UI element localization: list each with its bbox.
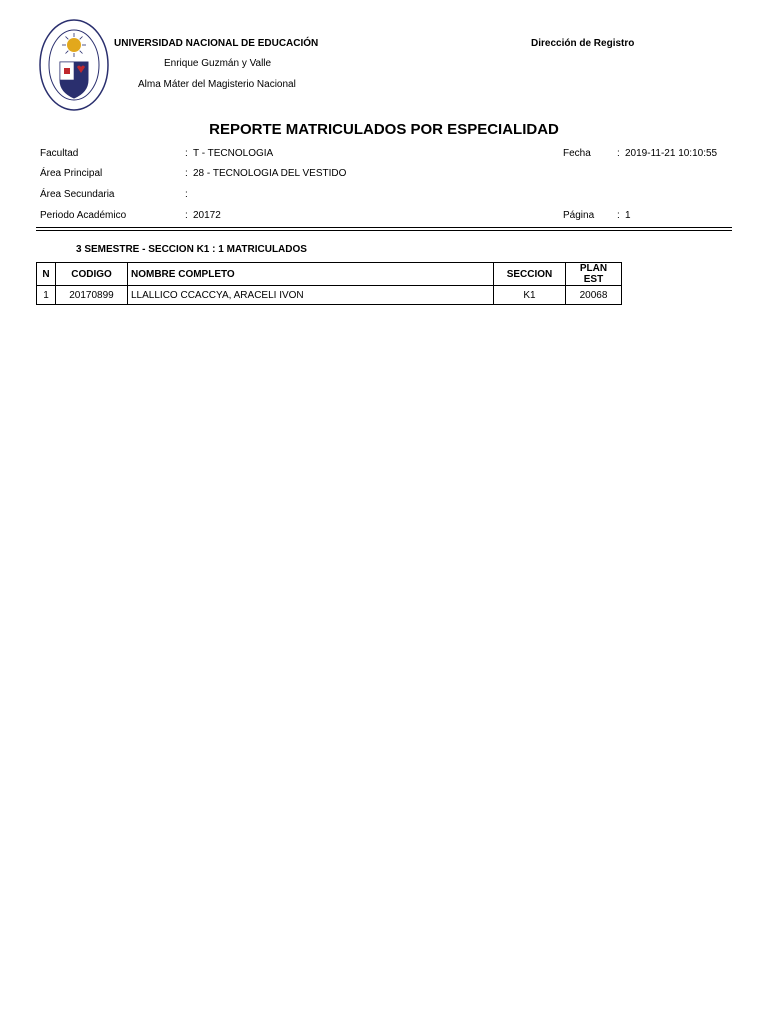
divider-bottom xyxy=(36,230,732,231)
pagina-colon: : xyxy=(617,210,620,221)
area-principal-colon: : xyxy=(185,168,188,179)
area-principal-value: 28 - TECNOLOGIA DEL VESTIDO xyxy=(193,168,347,179)
column-header-nombre: NOMBRE COMPLETO xyxy=(128,263,494,286)
facultad-colon: : xyxy=(185,148,188,159)
report-title: REPORTE MATRICULADOS POR ESPECIALIDAD xyxy=(209,121,559,138)
area-principal-label: Área Principal xyxy=(40,168,103,179)
cell-plan: 20068 xyxy=(566,286,622,305)
department-name: Dirección de Registro xyxy=(531,38,635,49)
students-table xyxy=(36,262,622,305)
pagina-value: 1 xyxy=(625,210,631,221)
cell-codigo: 20170899 xyxy=(56,286,128,305)
area-secundaria-colon: : xyxy=(185,189,188,200)
pagina-label: Página xyxy=(563,210,595,221)
fecha-value: 2019-11-21 10:10:55 xyxy=(625,148,718,159)
cell-seccion: K1 xyxy=(494,286,566,305)
table-row xyxy=(37,286,622,305)
cell-n: 1 xyxy=(37,286,56,305)
column-header-plan: PLAN EST xyxy=(566,263,622,286)
sun-emblem xyxy=(62,33,86,57)
fecha-colon: : xyxy=(617,148,620,159)
facultad-label: Facultad xyxy=(40,148,79,159)
university-seal-logo xyxy=(38,18,110,112)
periodo-label: Periodo Académico xyxy=(40,210,127,221)
area-secundaria-label: Área Secundaria xyxy=(40,189,115,200)
university-motto: Alma Máter del Magisterio Nacional xyxy=(138,79,296,90)
periodo-colon: : xyxy=(185,210,188,221)
facultad-value: T - TECNOLOGIA xyxy=(193,148,274,159)
section-heading: 3 SEMESTRE - SECCION K1 : 1 MATRICULADOS xyxy=(76,244,307,255)
cell-nombre: LLALLICO CCACCYA, ARACELI IVON xyxy=(128,286,494,305)
column-header-n: N xyxy=(37,263,56,286)
column-header-seccion: SECCION xyxy=(494,263,566,286)
table-header-row xyxy=(37,263,622,286)
column-header-codigo: CODIGO xyxy=(56,263,128,286)
university-subtitle: Enrique Guzmán y Valle xyxy=(164,58,272,69)
fecha-label: Fecha xyxy=(563,148,591,159)
divider-top xyxy=(36,227,732,228)
periodo-value: 20172 xyxy=(193,210,221,221)
university-name: UNIVERSIDAD NACIONAL DE EDUCACIÓN xyxy=(114,38,319,49)
